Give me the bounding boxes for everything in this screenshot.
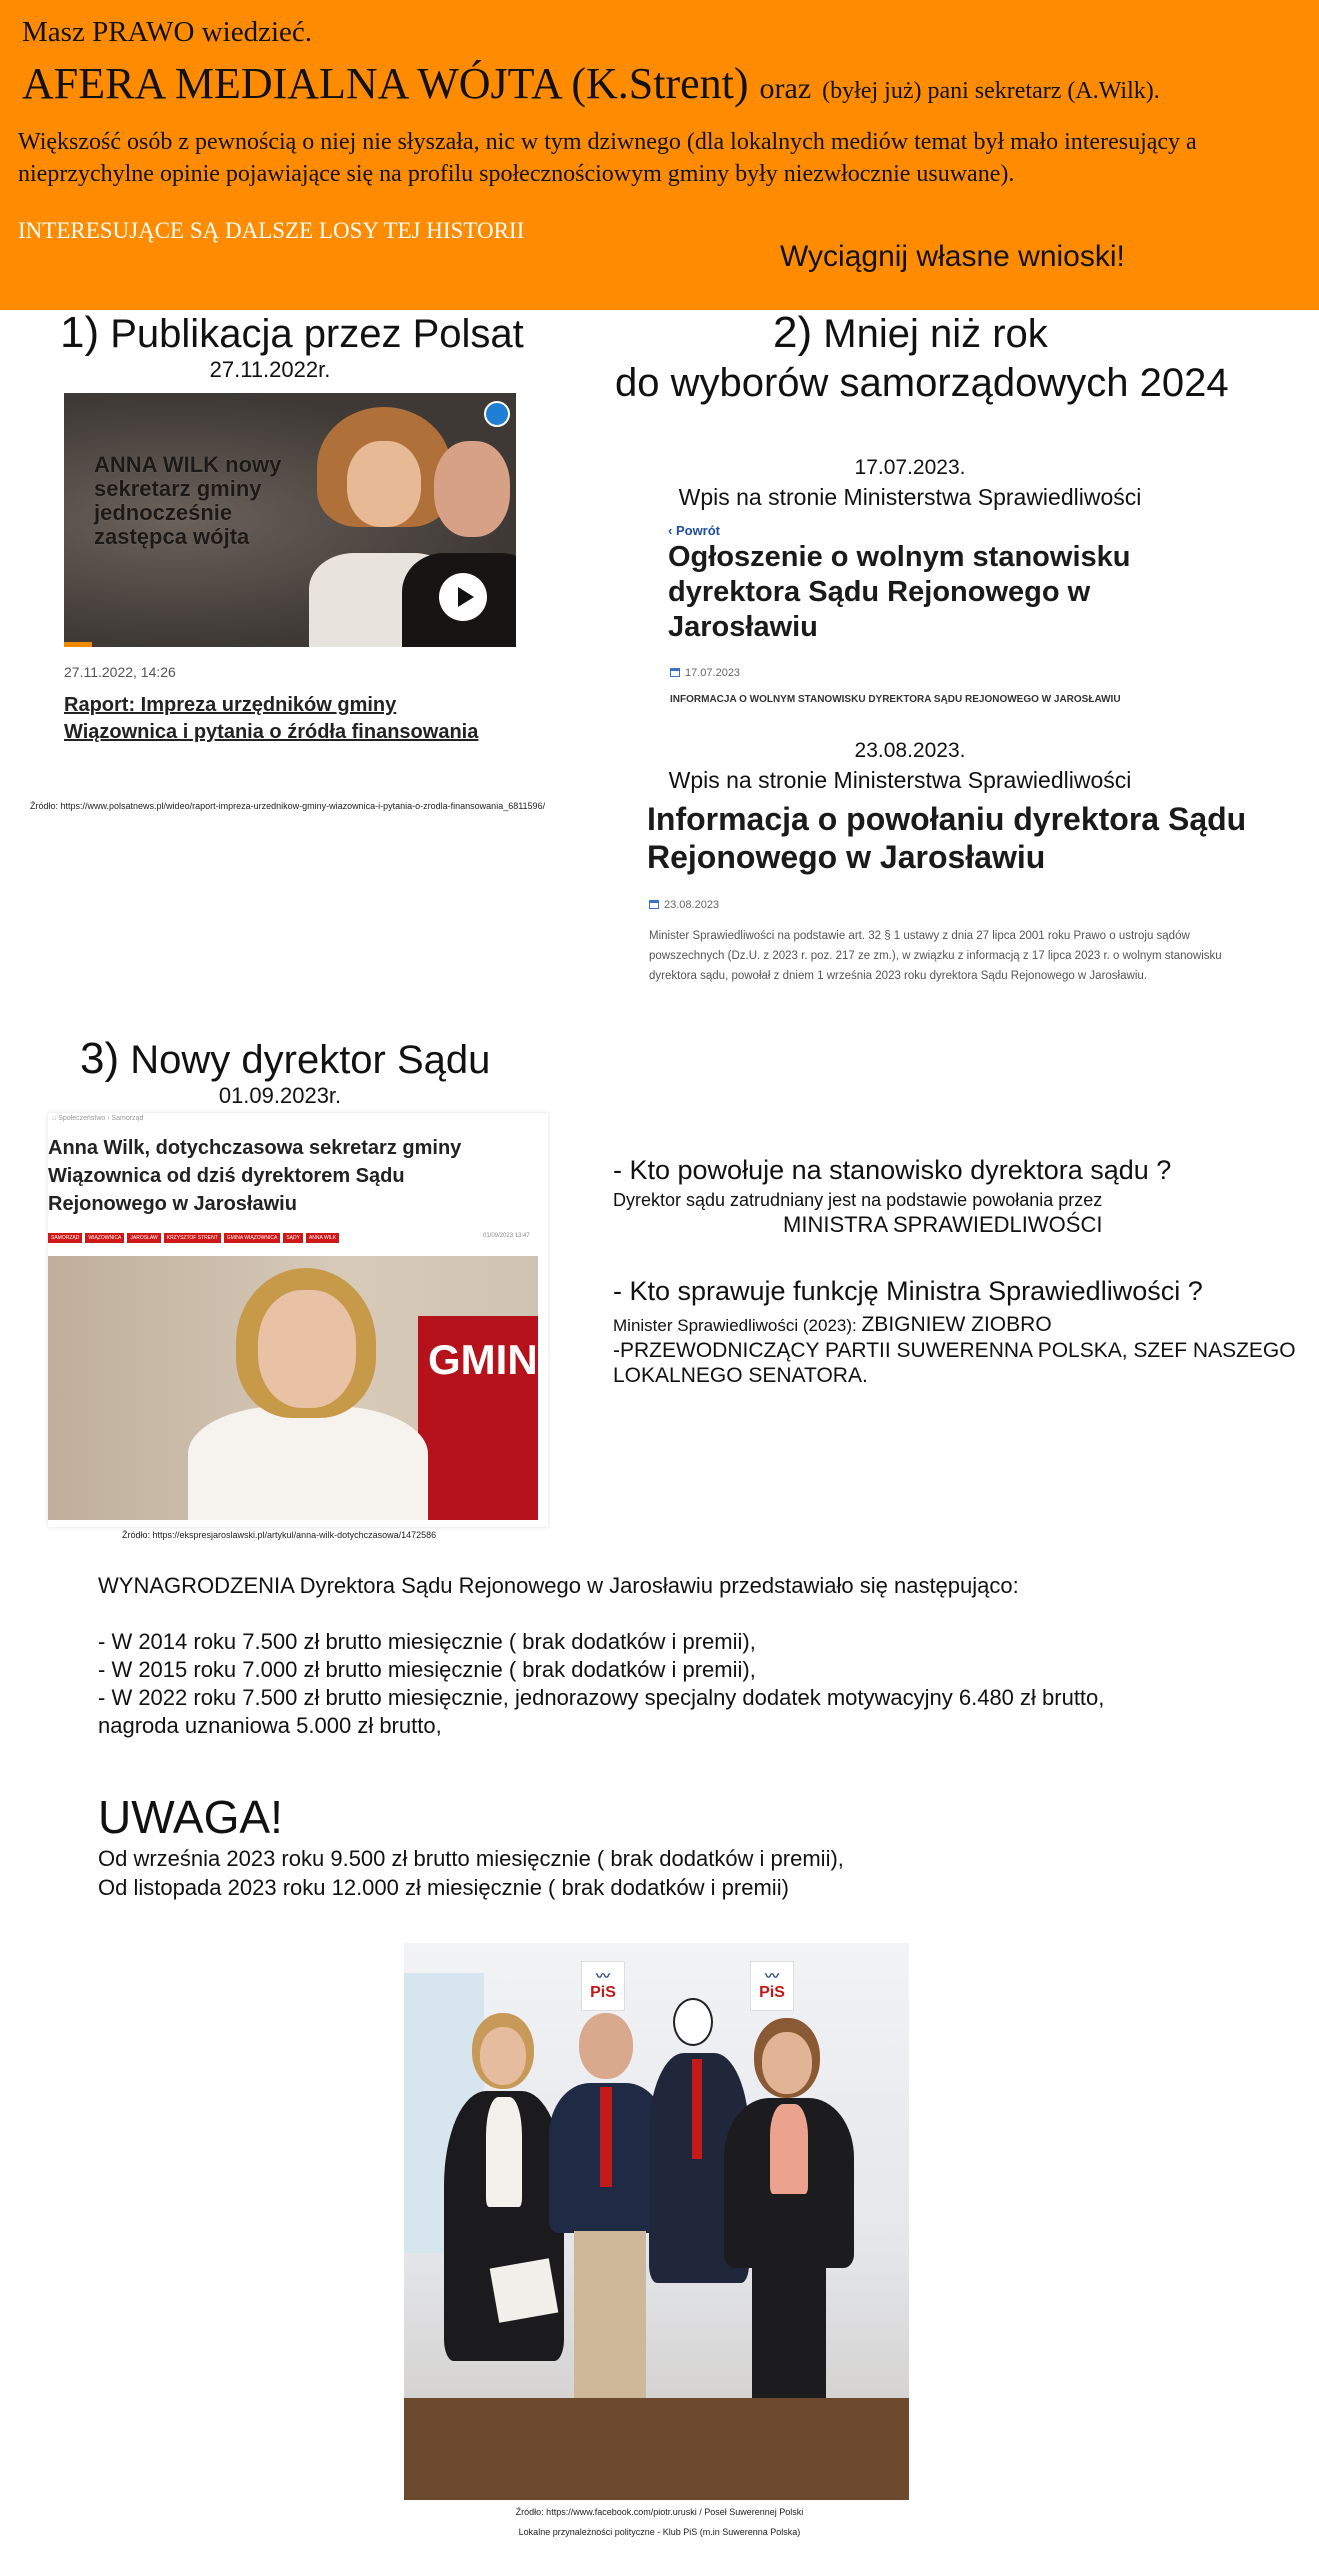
- header-title-oraz: oraz: [759, 72, 812, 105]
- question-1: - Kto powołuje na stanowisko dyrektora sądu ?: [613, 1155, 1172, 1185]
- salary-2015: - W 2015 roku 7.000 zł brutto miesięcznie ( brak dodatków i premii),: [98, 1657, 756, 1682]
- salary-2014: - W 2014 roku 7.500 zł brutto miesięcznie ( brak dodatków i premii),: [98, 1629, 756, 1654]
- article-tag[interactable]: ANNA WILK: [306, 1233, 339, 1243]
- article-tag[interactable]: SAMORZĄD: [48, 1233, 82, 1243]
- header-title-rest: (byłej już) pani sekretarz (A.Wilk).: [822, 78, 1160, 104]
- section3-title-text: Nowy dyrektor Sądu: [130, 1038, 491, 1082]
- video-progress-bar: [64, 642, 92, 647]
- section1-date: 27.11.2022r.: [209, 357, 331, 382]
- article-tag[interactable]: SĄDY: [283, 1233, 303, 1243]
- header-title-main: AFERA MEDIALNA WÓJTA (K.Strent): [22, 59, 749, 108]
- article-tag[interactable]: WIĄZOWNICA: [85, 1233, 124, 1243]
- section2-title-line2: do wyborów samorządowych 2024: [615, 361, 1229, 405]
- news-article-photo: [48, 1256, 538, 1520]
- section1-title-text: Publikacja przez Polsat: [110, 312, 524, 356]
- notice2-date: 23.08.2023.: [854, 739, 966, 762]
- notice1-post-date-text: 17.07.2023: [685, 667, 741, 679]
- warning-heading: UWAGA!: [98, 1791, 283, 1843]
- article-tag[interactable]: KRZYSZTOF STRENT: [164, 1233, 221, 1243]
- salary-intro: WYNAGRODZENIA Dyrektora Sądu Rejonowego w Jarosławiu przedstawiało się następująco:: [98, 1573, 1019, 1598]
- face-blur-circle: [673, 1998, 713, 2046]
- answer-1-minister: MINISTRA SPRAWIEDLIWOŚCI: [783, 1212, 1103, 1237]
- back-link[interactable]: [668, 523, 720, 538]
- salary-sep-2023: Od września 2023 roku 9.500 zł brutto miesięcznie ( brak dodatków i premii),: [98, 1846, 844, 1871]
- header-conclusion: Wyciągnij własne wnioski!: [780, 240, 1125, 273]
- header-title: [22, 58, 1160, 109]
- salary-2023-section: [98, 1844, 1278, 1902]
- notice2-post-date: [649, 899, 719, 911]
- salary-nov-2023: Od listopada 2023 roku 12.000 zł miesięcznie ( brak dodatków i premii): [98, 1875, 789, 1900]
- article-tags: [48, 1233, 538, 1245]
- group-photo-caption: Lokalne przynależności polityczne - Klub PiS (m.in Suwerenna Polska): [518, 2527, 801, 2537]
- notice1-date: 17.07.2023.: [854, 456, 966, 479]
- gmina-banner-text: GMIN: [428, 1336, 538, 1383]
- section2-title: [773, 308, 1048, 358]
- breadcrumb-text: Społeczeństwo › Samorząd: [58, 1115, 144, 1122]
- clock-icon: [484, 401, 510, 427]
- notice2-post-date-text: 23.08.2023: [664, 899, 720, 911]
- section2-number: 2): [773, 308, 813, 357]
- back-link-label: Powrót: [675, 523, 721, 538]
- answer-2-name: ZBIGNIEW ZIOBRO: [861, 1313, 1052, 1336]
- article-tag[interactable]: JAROSŁAW: [127, 1233, 160, 1243]
- answer-1: Dyrektor sądu zatrudniany jest na podstawie powołania przez: [613, 1190, 1103, 1210]
- home-icon[interactable]: ⌂: [52, 1115, 59, 1122]
- news-article-title: Anna Wilk, dotychczasowa sekretarz gminy Wiązownica od dziś dyrektorem Sądu Rejonowego w Jarosławiu: [48, 1137, 462, 1215]
- group-photo-source: Źródło: https://www.facebook.com/piotr.uruski / Poseł Suwerennej Polski: [515, 2507, 804, 2517]
- salary-2022: - W 2022 roku 7.500 zł brutto miesięcznie, jednorazowy specjalny dodatek motywacyjny 6.480 zł brutto,: [98, 1685, 1105, 1710]
- section3-date: 01.09.2023r.: [218, 1083, 342, 1108]
- news-article-source: Źródło: https://ekspresjaroslawski.pl/artykul/anna-wilk-dotychczasowa/1472586: [122, 1530, 437, 1540]
- chevron-left-icon: ‹: [668, 523, 676, 538]
- polsat-source: Źródło: https://www.polsatnews.pl/wideo/raport-impreza-urzednikow-gminy-wiazownica-i-pytania-o-zrodla-finansowania_6811596/: [30, 801, 546, 811]
- article-tag[interactable]: GMINA WIĄZOWNICA: [224, 1233, 281, 1243]
- question-2: - Kto sprawuje funkcję Ministra Sprawiedliwości ?: [613, 1276, 1203, 1306]
- notice2-title: Informacja o powołaniu dyrektora Sądu Rejonowego w Jarosławiu: [647, 801, 1247, 875]
- header-tagline: Masz PRAWO wiedzieć.: [22, 16, 313, 48]
- calendar-icon: [649, 900, 659, 909]
- header-body-text: Większość osób z pewnością o niej nie słyszała, nic w tym dziwnego (dla lokalnych mediów temat był mało interesujący a nieprzychylne opinie pojawiające się na profilu społecznościowym gminy były niezwłocznie usuwane).: [18, 129, 1197, 187]
- polsat-article-headline[interactable]: Raport: Impreza urzędników gminy Wiązownica i pytania o źródła finansowania: [64, 694, 479, 743]
- pis-logo: 〰 PiS: [750, 1961, 794, 2011]
- news-article-date: 01/09/2023 13:47: [483, 1233, 530, 1239]
- pis-logo: 〰 PiS: [581, 1961, 625, 2011]
- section3-number: 3): [80, 1034, 120, 1083]
- group-photo: [404, 1943, 909, 2500]
- notice1-title: Ogłoszenie o wolnym stanowisku dyrektora Sądu Rejonowego w Jarosławiu: [668, 541, 1131, 643]
- notice1-caption: Wpis na stronie Ministerstwa Sprawiedliwości: [678, 484, 1142, 510]
- answer-2: [613, 1312, 1313, 1388]
- thumbnail-overlay-text: ANNA WILK nowy sekretarz gminy jednocześnie zastępca wójta: [94, 452, 282, 549]
- section2-title-line1: Mniej niż rok: [823, 312, 1048, 356]
- section1-title: [60, 308, 524, 358]
- section3-title: [80, 1034, 490, 1084]
- polsat-article-date: 27.11.2022, 14:26: [64, 664, 176, 680]
- header-interest-text: INTERESUJĄCE SĄ DALSZE LOSY TEJ HISTORII: [18, 218, 525, 243]
- play-icon[interactable]: [439, 573, 487, 621]
- calendar-icon: [670, 668, 680, 677]
- answer-2-rest: -PRZEWODNICZĄCY PARTII SUWERENNA POLSKA, SZEF NASZEGO LOKALNEGO SENATORA.: [613, 1339, 1296, 1387]
- section1-number: 1): [60, 308, 100, 357]
- salary-section: [98, 1572, 1278, 1740]
- notice2-body: Minister Sprawiedliwości na podstawie art. 32 § 1 ustawy z dnia 27 lipca 2001 roku Prawo o ustroju sądów powszechnych (Dz.U. z 2023 r. poz. 217 ze zm.), w związku z informacją z 17 lipca 2023 r. o wolnym stanowisku dyrektora sądu, powołał z dniem 1 września 2023 roku dyrektora Sądu Rejonowego w Jarosławiu.: [649, 930, 1222, 982]
- answer-2-prefix: Minister Sprawiedliwości (2023):: [613, 1316, 862, 1335]
- notice1-post-date: [670, 667, 740, 679]
- breadcrumb[interactable]: [52, 1115, 143, 1122]
- salary-2022-bonus: nagroda uznaniowa 5.000 zł brutto,: [98, 1713, 442, 1738]
- polsat-video-thumbnail[interactable]: [64, 393, 516, 647]
- notice2-caption: Wpis na stronie Ministerstwa Sprawiedliwości: [668, 767, 1132, 793]
- notice1-caps-heading: INFORMACJA O WOLNYM STANOWISKU DYREKTORA SĄDU REJONOWEGO W JAROSŁAWIU: [670, 694, 1121, 705]
